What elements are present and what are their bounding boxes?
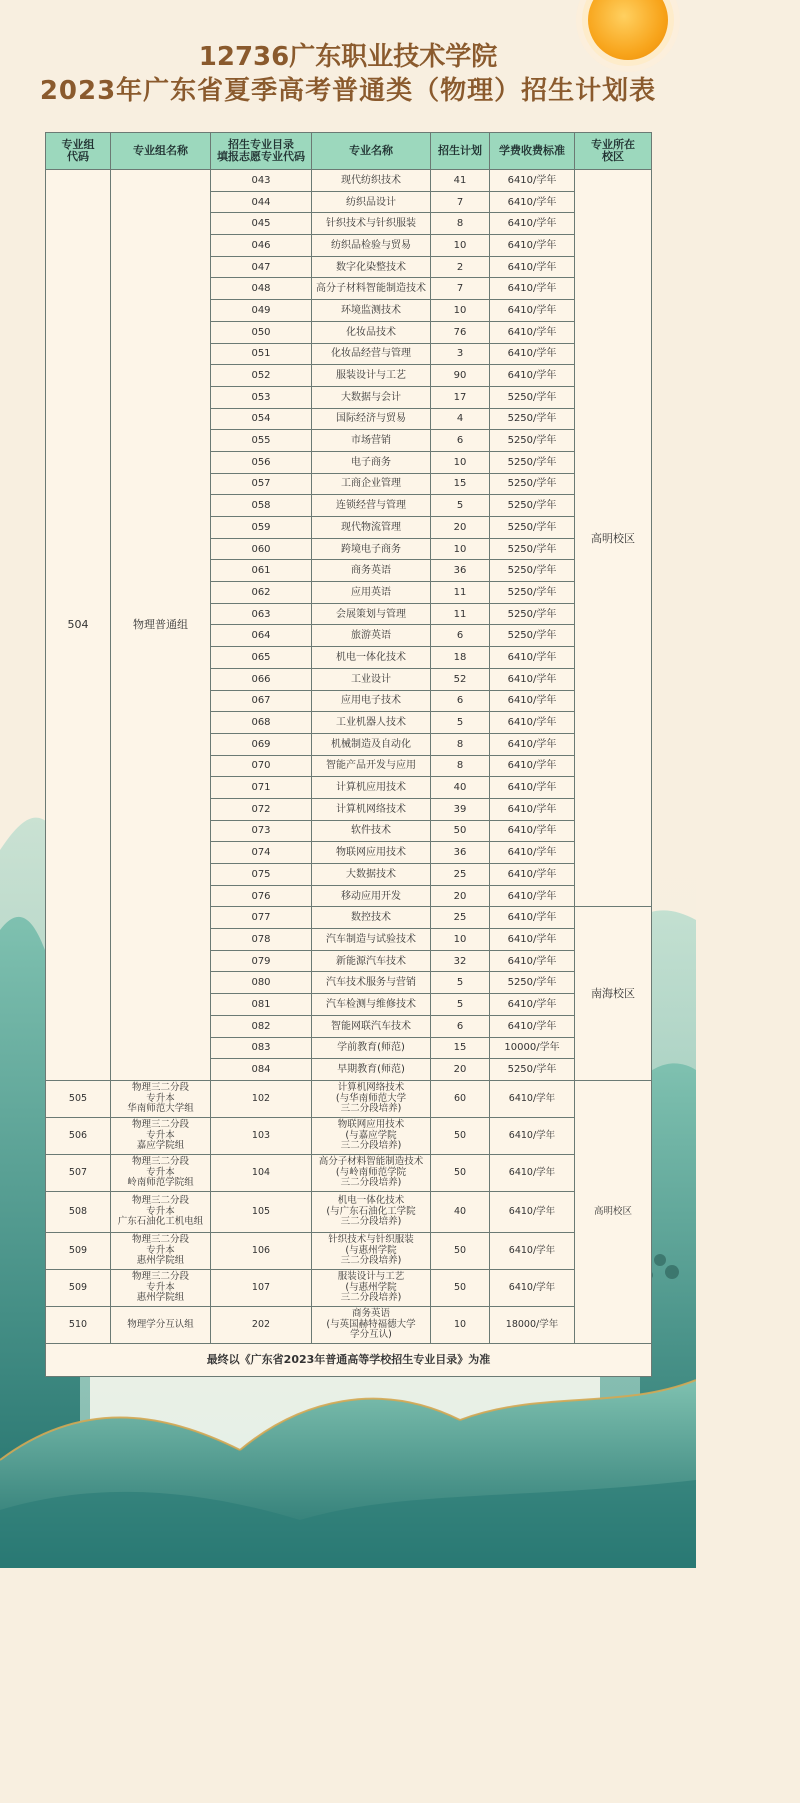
major-name: 应用英语 [312,582,431,604]
major-code: 060 [211,538,312,560]
major-name: 电子商务 [312,451,431,473]
tuition: 5250/学年 [490,1059,575,1081]
plan-count: 25 [431,864,490,886]
major-name: 计算机网络技术 [312,798,431,820]
plan-count: 36 [431,842,490,864]
group-code: 507 [46,1154,111,1191]
plan-count: 20 [431,517,490,539]
group-code: 508 [46,1191,111,1232]
plan-count: 3 [431,343,490,365]
major-code: 073 [211,820,312,842]
plan-count: 15 [431,1037,490,1059]
table-row [46,1191,652,1232]
group-name: 物理三二分段 专升本 惠州学院组 [111,1232,211,1269]
major-code: 051 [211,343,312,365]
major-name: 大数据技术 [312,864,431,886]
major-code: 056 [211,451,312,473]
plan-count: 5 [431,972,490,994]
major-code: 079 [211,950,312,972]
header-major-name: 专业名称 [312,133,431,170]
tuition: 6410/学年 [490,755,575,777]
major-name: 商务英语 (与英国赫特福德大学 学分互认) [312,1306,431,1343]
group-name: 物理三二分段 专升本 惠州学院组 [111,1269,211,1306]
table-row [46,1080,652,1117]
major-code: 052 [211,365,312,387]
tuition: 5250/学年 [490,517,575,539]
tuition: 6410/学年 [490,885,575,907]
tuition: 6410/学年 [490,820,575,842]
tuition: 5250/学年 [490,473,575,495]
major-code: 068 [211,712,312,734]
plan-count: 50 [431,1269,490,1306]
major-code: 104 [211,1154,312,1191]
major-name: 机械制造及自动化 [312,733,431,755]
table-row [46,1232,652,1269]
tuition: 6410/学年 [490,278,575,300]
plan-count: 11 [431,582,490,604]
campus-cell: 高明校区 [575,170,652,907]
major-code: 055 [211,430,312,452]
plan-count: 8 [431,733,490,755]
tuition: 6410/学年 [490,994,575,1016]
plan-count: 10 [431,1306,490,1343]
major-code: 053 [211,386,312,408]
tuition: 5250/学年 [490,451,575,473]
group-name: 物理普通组 [111,170,211,1081]
plan-count: 52 [431,668,490,690]
tuition: 6410/学年 [490,907,575,929]
major-name: 现代纺织技术 [312,170,431,192]
tuition: 6410/学年 [490,929,575,951]
major-name: 高分子材料智能制造技术 [312,278,431,300]
plan-count: 5 [431,994,490,1016]
major-name: 针织技术与针织服装 (与惠州学院 三二分段培养) [312,1232,431,1269]
major-name: 现代物流管理 [312,517,431,539]
major-code: 044 [211,191,312,213]
major-code: 064 [211,625,312,647]
plan-count: 18 [431,647,490,669]
major-name: 汽车检测与维修技术 [312,994,431,1016]
major-name: 大数据与会计 [312,386,431,408]
major-code: 105 [211,1191,312,1232]
major-code: 084 [211,1059,312,1081]
major-code: 057 [211,473,312,495]
major-name: 连锁经营与管理 [312,495,431,517]
group-name: 物理三二分段 专升本 华南师范大学组 [111,1080,211,1117]
table-row [46,1306,652,1343]
header-campus: 专业所在 校区 [575,133,652,170]
tuition: 5250/学年 [490,582,575,604]
major-code: 048 [211,278,312,300]
major-code: 107 [211,1269,312,1306]
plan-count: 90 [431,365,490,387]
plan-count: 32 [431,950,490,972]
plan-count: 25 [431,907,490,929]
major-name: 汽车技术服务与营销 [312,972,431,994]
tuition: 6410/学年 [490,864,575,886]
plan-count: 2 [431,256,490,278]
group-code: 510 [46,1306,111,1343]
major-name: 服装设计与工艺 [312,365,431,387]
major-name: 跨境电子商务 [312,538,431,560]
major-name: 数控技术 [312,907,431,929]
plan-count: 6 [431,430,490,452]
major-code: 075 [211,864,312,886]
tuition: 6410/学年 [490,343,575,365]
plan-count: 8 [431,213,490,235]
tuition: 5250/学年 [490,625,575,647]
major-code: 083 [211,1037,312,1059]
tuition: 5250/学年 [490,430,575,452]
plan-count: 7 [431,278,490,300]
header-plan: 招生计划 [431,133,490,170]
header-tuition: 学费收费标准 [490,133,575,170]
plan-count: 11 [431,603,490,625]
plan-count: 15 [431,473,490,495]
table-footer-row [46,1343,652,1376]
major-name: 移动应用开发 [312,885,431,907]
major-code: 074 [211,842,312,864]
major-name: 国际经济与贸易 [312,408,431,430]
major-name: 商务英语 [312,560,431,582]
major-name: 环境监测技术 [312,300,431,322]
plan-count: 20 [431,885,490,907]
tuition: 6410/学年 [490,213,575,235]
major-name: 计算机网络技术 (与华南师范大学 三二分段培养) [312,1080,431,1117]
tuition: 6410/学年 [490,1117,575,1154]
table-row [46,1269,652,1306]
group-name: 物理三二分段 专升本 广东石油化工机电组 [111,1191,211,1232]
page-title-plan: 2023年广东省夏季高考普通类（物理）招生计划表 [39,76,657,106]
tuition: 5250/学年 [490,386,575,408]
major-name: 纺织品设计 [312,191,431,213]
major-code: 103 [211,1117,312,1154]
header-major-code: 招生专业目录 填报志愿专业代码 [211,133,312,170]
major-code: 058 [211,495,312,517]
plan-count: 6 [431,625,490,647]
tuition: 6410/学年 [490,733,575,755]
major-code: 070 [211,755,312,777]
plan-count: 6 [431,1015,490,1037]
major-code: 062 [211,582,312,604]
major-name: 计算机应用技术 [312,777,431,799]
major-name: 新能源汽车技术 [312,950,431,972]
major-code: 049 [211,300,312,322]
plan-count: 39 [431,798,490,820]
major-code: 067 [211,690,312,712]
major-name: 化妆品经营与管理 [312,343,431,365]
major-code: 045 [211,213,312,235]
tuition: 6410/学年 [490,1232,575,1269]
major-name: 学前教育(师范) [312,1037,431,1059]
major-name: 早期教育(师范) [312,1059,431,1081]
footer-note: 最终以《广东省2023年普通高等学校招生专业目录》为准 [46,1343,652,1376]
campus-cell: 高明校区 [575,1080,652,1343]
plan-count: 50 [431,1232,490,1269]
plan-count: 40 [431,1191,490,1232]
major-code: 081 [211,994,312,1016]
group-code: 505 [46,1080,111,1117]
tuition: 6410/学年 [490,777,575,799]
tuition: 6410/学年 [490,170,575,192]
plan-count: 60 [431,1080,490,1117]
major-name: 机电一体化技术 (与广东石油化工学院 三二分段培养) [312,1191,431,1232]
header-group-name: 专业组名称 [111,133,211,170]
tuition: 5250/学年 [490,972,575,994]
plan-count: 4 [431,408,490,430]
major-name: 软件技术 [312,820,431,842]
major-code: 047 [211,256,312,278]
major-name: 机电一体化技术 [312,647,431,669]
header-group-code: 专业组 代码 [46,133,111,170]
major-name: 旅游英语 [312,625,431,647]
tuition: 10000/学年 [490,1037,575,1059]
tuition: 6410/学年 [490,1080,575,1117]
major-code: 066 [211,668,312,690]
campus-cell: 南海校区 [575,907,652,1081]
major-code: 106 [211,1232,312,1269]
major-name: 物联网应用技术 [312,842,431,864]
major-code: 072 [211,798,312,820]
plan-count: 8 [431,755,490,777]
plan-count: 50 [431,1117,490,1154]
plan-count: 40 [431,777,490,799]
major-code: 078 [211,929,312,951]
table-row [46,170,652,192]
major-code: 082 [211,1015,312,1037]
tuition: 6410/学年 [490,235,575,257]
plan-count: 5 [431,495,490,517]
table-header-row [46,133,652,170]
tuition: 6410/学年 [490,798,575,820]
major-code: 202 [211,1306,312,1343]
tuition: 6410/学年 [490,712,575,734]
major-code: 050 [211,321,312,343]
major-name: 智能网联汽车技术 [312,1015,431,1037]
major-code: 102 [211,1080,312,1117]
major-code: 069 [211,733,312,755]
table-row [46,1117,652,1154]
plan-count: 5 [431,712,490,734]
major-code: 065 [211,647,312,669]
major-name: 会展策划与管理 [312,603,431,625]
major-name: 汽车制造与试验技术 [312,929,431,951]
tuition: 6410/学年 [490,365,575,387]
major-name: 应用电子技术 [312,690,431,712]
major-name: 工业机器人技术 [312,712,431,734]
plan-count: 10 [431,300,490,322]
major-code: 054 [211,408,312,430]
plan-count: 10 [431,451,490,473]
major-name: 化妆品技术 [312,321,431,343]
tuition: 5250/学年 [490,408,575,430]
group-name: 物理三二分段 专升本 嘉应学院组 [111,1117,211,1154]
plan-count: 10 [431,929,490,951]
major-code: 046 [211,235,312,257]
tuition: 6410/学年 [490,321,575,343]
major-code: 080 [211,972,312,994]
tuition: 6410/学年 [490,647,575,669]
tuition: 5250/学年 [490,538,575,560]
major-code: 063 [211,603,312,625]
plan-count: 76 [431,321,490,343]
table-body [46,170,652,1377]
tuition: 6410/学年 [490,1154,575,1191]
plan-count: 10 [431,538,490,560]
tuition: 6410/学年 [490,191,575,213]
tuition: 6410/学年 [490,256,575,278]
page-title-school: 12736广东职业技术学院 [198,42,498,72]
major-name: 高分子材料智能制造技术 (与岭南师范学院 三二分段培养) [312,1154,431,1191]
major-code: 061 [211,560,312,582]
tuition: 6410/学年 [490,950,575,972]
major-name: 服装设计与工艺 (与惠州学院 三二分段培养) [312,1269,431,1306]
group-code: 509 [46,1269,111,1306]
group-name: 物理三二分段 专升本 岭南师范学院组 [111,1154,211,1191]
major-name: 智能产品开发与应用 [312,755,431,777]
tuition: 6410/学年 [490,1269,575,1306]
group-code: 504 [46,170,111,1081]
plan-count: 7 [431,191,490,213]
tuition: 6410/学年 [490,1191,575,1232]
major-name: 工商企业管理 [312,473,431,495]
plan-count: 41 [431,170,490,192]
tuition: 18000/学年 [490,1306,575,1343]
group-code: 506 [46,1117,111,1154]
major-name: 数字化染整技术 [312,256,431,278]
tuition: 5250/学年 [490,603,575,625]
major-code: 043 [211,170,312,192]
plan-count: 6 [431,690,490,712]
plan-count: 20 [431,1059,490,1081]
tuition: 6410/学年 [490,842,575,864]
plan-count: 36 [431,560,490,582]
tuition: 5250/学年 [490,495,575,517]
group-name: 物理学分互认组 [111,1306,211,1343]
major-name: 物联网应用技术 (与嘉应学院 三二分段培养) [312,1117,431,1154]
major-code: 076 [211,885,312,907]
plan-count: 17 [431,386,490,408]
plan-count: 50 [431,1154,490,1191]
major-code: 071 [211,777,312,799]
plan-count: 10 [431,235,490,257]
major-code: 077 [211,907,312,929]
major-code: 059 [211,517,312,539]
plan-count: 50 [431,820,490,842]
tuition: 6410/学年 [490,300,575,322]
tuition: 6410/学年 [490,690,575,712]
tuition: 6410/学年 [490,1015,575,1037]
tuition: 5250/学年 [490,560,575,582]
tuition: 6410/学年 [490,668,575,690]
major-name: 针织技术与针织服装 [312,213,431,235]
group-code: 509 [46,1232,111,1269]
enrollment-plan-table [45,132,652,1377]
major-name: 工业设计 [312,668,431,690]
major-name: 市场营销 [312,430,431,452]
table-row [46,1154,652,1191]
major-name: 纺织品检验与贸易 [312,235,431,257]
